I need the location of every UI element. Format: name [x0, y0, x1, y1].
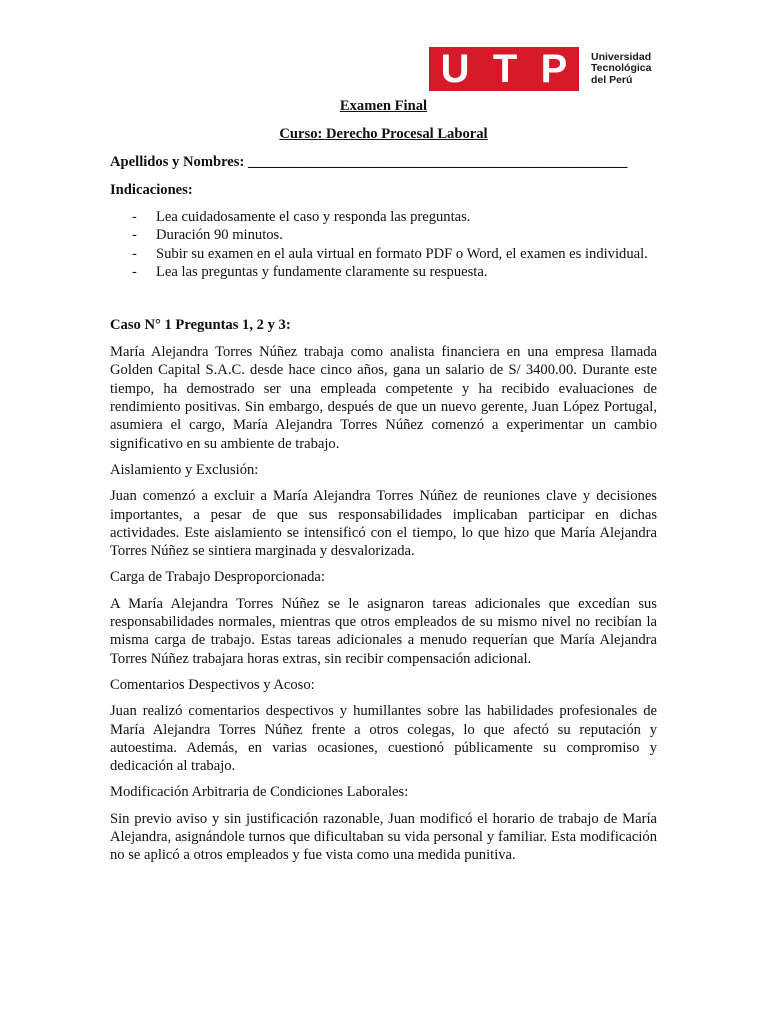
indications-list: [110, 208, 657, 281]
logo-letter-p: P: [540, 47, 568, 91]
section-heading-conditions: Modificación Arbitraria de Condiciones Laborales:: [110, 784, 409, 801]
section-heading-harassment: Comentarios Despectivos y Acoso:: [110, 676, 315, 693]
logo-line-2: Tecnológica: [591, 62, 652, 75]
section-body-harassment: Juan realizó comentarios despectivos y humillantes sobre las habilidades profesionales de María Alejandra Torres Núñez frente a otros colegas, lo que afectó su reputación y autoestima. Además, en varias ocasiones, cuestionó públicamente su compromiso y dedicación al trabajo.: [110, 703, 657, 775]
indication-item: - Duración 90 minutos.: [132, 227, 283, 244]
section-body-workload: A María Alejandra Torres Núñez se le asignaron tareas adicionales que excedían sus responsabilidades normales, mientras que otros empleados de su mismo nivel no recibían la misma carga de trabajo. Estas tareas adicionales a menudo requerían que María Alejandra Torres Núñez trabajara horas extras, sin recibir compensación adicional.: [110, 595, 657, 667]
indications-label: Indicaciones:: [110, 182, 193, 198]
exam-title: Examen Final: [339, 98, 428, 114]
section-body-isolation: Juan comenzó a excluir a María Alejandra Torres Núñez de reuniones clave y decisiones importantes, a pesar de que sus responsabilidades implicaban participar en dichas actividades. Este aislamiento se intensificó con el tiempo, lo que hizo que María Alejandra Torres Núñez se sintiera marginada y desvalorizada.: [110, 488, 657, 560]
names-line: Apellidos y Nombres: ____________________________________________________: [110, 154, 628, 170]
logo-line-3: del Perú: [591, 73, 633, 86]
utp-logo-mark: [429, 47, 579, 91]
section-heading-workload: Carga de Trabajo Desproporcionada:: [110, 569, 325, 586]
logo-letter-t: T: [492, 47, 518, 91]
section-heading-isolation: Aislamiento y Exclusión:: [110, 461, 259, 478]
logo-line-1: Universidad: [591, 50, 652, 63]
indication-item: - Lea las preguntas y fundamente claramente su respuesta.: [132, 263, 488, 280]
indication-item: - Lea cuidadosamente el caso y responda las preguntas.: [132, 209, 471, 225]
indication-item: - Subir su examen en el aula virtual en formato PDF o Word, el examen es individual.: [132, 245, 648, 262]
logo-letter-u: U: [440, 47, 470, 91]
case-intro: María Alejandra Torres Núñez trabaja como analista financiera en una empresa llamada Golden Capital S.A.C. desde hace cinco años, gana un salario de S/ 3400.00. Durante este tiempo, ha demostrado ser una empleada competente y ha recibido evaluaciones de rendimiento positivas. Sin embargo, después de que un nuevo gerente, Juan López Portugal, asumiera el cargo, María Alejandra Torres Núñez comenzó a experimentar un cambio significativo en su ambiente de trabajo.: [110, 344, 657, 452]
case-heading: Caso N° 1 Preguntas 1, 2 y 3:: [110, 317, 291, 334]
logo-wordmark: [591, 52, 651, 87]
utp-logo: [429, 47, 661, 91]
course-title: Curso: Derecho Procesal Laboral: [279, 126, 488, 142]
section-body-conditions: Sin previo aviso y sin justificación razonable, Juan modificó el horario de trabajo de María Alejandra, asignándole turnos que dificultaban su vida personal y familiar. Esta modificación no se aplicó a otros empleados y fue vista como una medida punitiva.: [110, 810, 657, 864]
document-body: [110, 96, 657, 865]
